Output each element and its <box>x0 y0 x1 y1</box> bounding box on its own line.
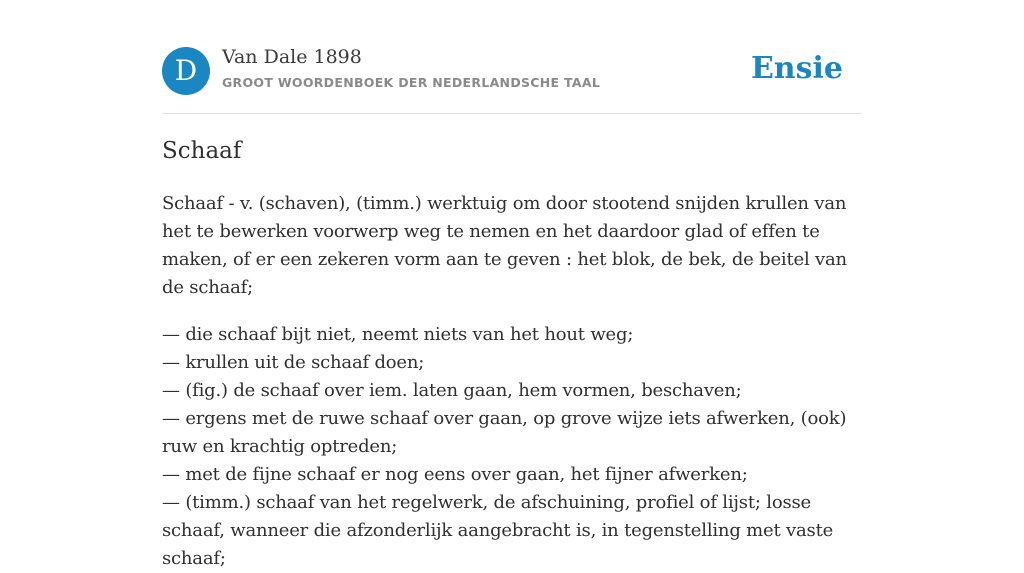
example-line: — ergens met de ruwe schaaf over gaan, op grove wijze iets afwerken, (ook) ruw en krachtig optreden; <box>162 408 847 457</box>
example-line: — krullen uit de schaaf doen; <box>162 352 425 373</box>
dictionary-subtitle: GROOT WOORDENBOEK DER NEDERLANDSCHE TAAL <box>222 75 601 90</box>
dictionary-title[interactable]: Van Dale 1898 <box>222 46 362 68</box>
entry-headword: Schaaf <box>162 138 242 164</box>
entry-definition: Schaaf - v. (schaven), (timm.) werktuig om door stootend snijden krullen van het te bewerken voorwerp weg te nemen en het daardoor glad of effen te maken, of er een zekeren vorm aan te geven : het blok, de bek, de beitel van de schaaf; <box>162 193 847 298</box>
header-divider <box>162 113 862 114</box>
example-line: — (timm.) schaaf van het regelwerk, de afschuining, profiel of lijst; losse schaaf, wanneer die afzonderlijk aangebracht is, in tegenstelling met vaste schaaf; <box>162 492 834 569</box>
dictionary-header <box>162 46 862 96</box>
dictionary-avatar[interactable]: D <box>162 47 210 95</box>
example-line: — die schaaf bijt niet, neemt niets van het hout weg; <box>162 324 634 345</box>
ensie-logo[interactable]: Ensie <box>750 51 843 86</box>
example-line: — met de fijne schaaf er nog eens over gaan, het fijner afwerken; <box>162 464 748 485</box>
entry-content <box>162 190 862 573</box>
entry-examples <box>162 321 862 573</box>
example-line: — (fig.) de schaaf over iem. laten gaan, hem vormen, beschaven; <box>162 380 742 401</box>
